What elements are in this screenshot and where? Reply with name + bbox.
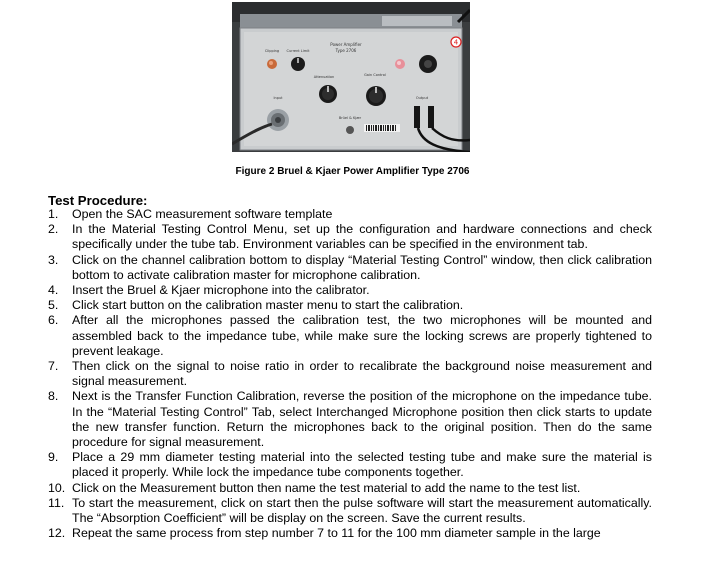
- procedure-steps: [48, 207, 652, 541]
- procedure-step: [48, 526, 652, 541]
- output-post-left: [414, 106, 420, 128]
- procedure-step: [48, 222, 652, 252]
- amplifier-photo: [232, 2, 470, 152]
- procedure-step: [48, 359, 652, 389]
- step-number: 6.: [48, 313, 59, 328]
- panel-title: Power Amplifier: [330, 42, 362, 47]
- step-text: Open the SAC measurement software template: [72, 207, 333, 221]
- panel-clipping-label: Clipping: [264, 49, 280, 53]
- small-jack: [346, 126, 354, 134]
- procedure-heading: Test Procedure:: [48, 193, 148, 208]
- procedure-step: [48, 313, 652, 359]
- step-text: Repeat the same process from step number 7 to 11 for the 100 mm diameter sample in the large: [72, 526, 601, 541]
- procedure-step: [48, 207, 652, 222]
- output-post-right: [428, 106, 434, 128]
- procedure-step: [48, 298, 652, 313]
- panel-gain-control-label: Gain Control: [364, 73, 386, 77]
- step-text: Next is the Transfer Function Calibration, reverse the position of the microphone on the impedance tube. In the “Material Testing Control” Tab, select Interchanged Microphone position then click starts to update the new transfer function. Return the microphones back to the original position. Then do the same procedure for signal measurement.: [72, 389, 652, 450]
- step-text: Click start button on the calibration master menu to start the calibration.: [72, 298, 464, 313]
- marker-number: 4: [453, 38, 459, 47]
- step-number: 3.: [48, 252, 59, 267]
- step-text: In the Material Testing Control Menu, set up the configuration and hardware connections and check specifically under the tube tab. Environment variables can be specified in the environment tab.: [72, 222, 652, 252]
- step-text: Then click on the signal to noise ratio in order to recalibrate the background noise measurement and signal measurement.: [72, 359, 652, 389]
- step-text: Place a 29 mm diameter testing material into the selected testing tube and make sure the material is placed it properly. While lock the impedance tube components together.: [72, 450, 652, 480]
- step-number: 4.: [48, 283, 59, 298]
- procedure-step: [48, 283, 652, 298]
- procedure-step: [48, 481, 652, 496]
- figure-caption: Figure 2 Bruel & Kjaer Power Amplifier Type 2706: [235, 166, 470, 177]
- panel-output-label: Output: [415, 96, 429, 100]
- panel-type: Type 2706: [335, 48, 357, 53]
- step-number: 1.: [48, 207, 59, 221]
- procedure-step: [48, 389, 652, 450]
- step-number: 9.: [48, 450, 59, 465]
- step-text: Click on the Measurement button then name the test material to add the name to the test list.: [72, 480, 581, 495]
- procedure-step: [48, 496, 652, 526]
- procedure-step: [48, 450, 652, 480]
- step-text: Insert the Bruel & Kjaer microphone into the calibrator.: [72, 283, 370, 298]
- step-text: After all the microphones passed the calibration test, the two microphones will be mounted and assembled back to the impedance tube, while make sure the locking screws are properly tightened to prevent leakage.: [72, 313, 652, 358]
- panel-current-limit-label: Current Limit: [286, 49, 310, 53]
- panel-input-label: Input: [273, 96, 283, 100]
- step-text: To start the measurement, click on start then the pulse software will start the measurement automatically. The “Absorption Coefficient” will be display on the screen. Save the current results.: [72, 495, 652, 526]
- step-number: 10.: [48, 480, 66, 495]
- step-number: 7.: [48, 359, 59, 374]
- step-number: 5.: [48, 298, 59, 313]
- panel-brand-label: Brüel & Kjær: [338, 116, 362, 120]
- step-number: 11.: [48, 495, 65, 510]
- procedure-step: [48, 253, 652, 283]
- step-number: 2.: [48, 222, 59, 237]
- step-number: 8.: [48, 389, 59, 404]
- step-number: 12.: [48, 526, 66, 541]
- step-text: Click on the channel calibration bottom to display “Material Testing Control” window, then click calibration bottom to activate calibration master for microphone calibration.: [72, 252, 652, 282]
- panel-attenuation-label: Attenuation: [313, 75, 335, 79]
